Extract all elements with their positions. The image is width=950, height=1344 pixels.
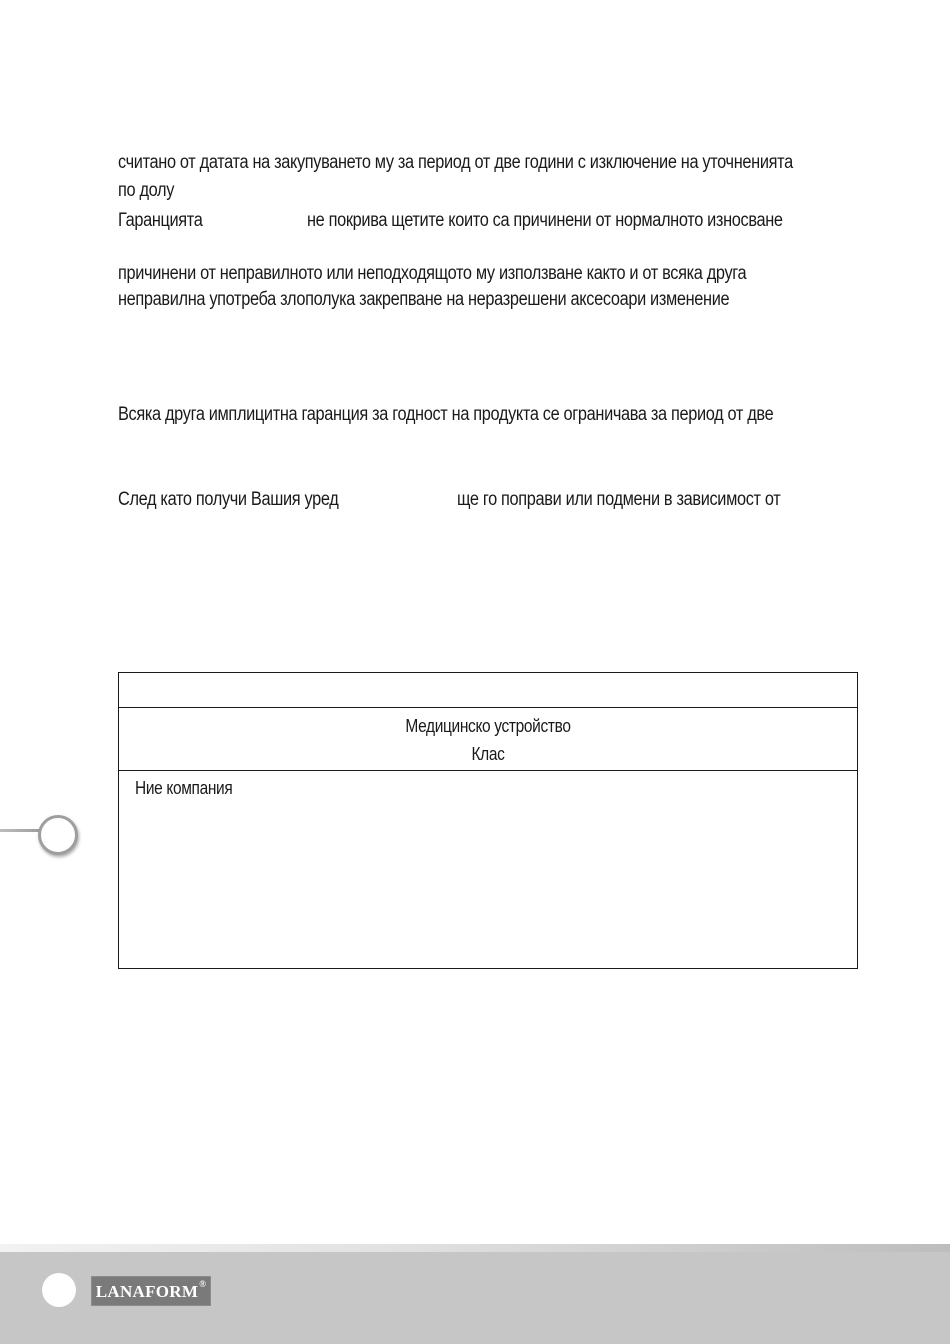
company-statement: Ние компания	[135, 778, 233, 798]
medical-device-label: Медицинско устройство	[405, 716, 571, 736]
warranty-period-text-continued: по долу	[118, 180, 175, 201]
footer-gradient-band	[0, 1244, 950, 1252]
warranty-label: Гаранцията	[118, 210, 203, 231]
page-number-circle	[42, 1273, 76, 1307]
declaration-header-row	[119, 673, 857, 708]
device-class-label: Клас	[471, 744, 505, 764]
declaration-box	[118, 672, 858, 969]
implied-warranty-text: Всяка друга имплицитна гаранция за годност на продукта се ограничава за период от две	[118, 404, 774, 425]
side-tab-marker	[38, 815, 78, 855]
registered-mark: ®	[199, 1279, 207, 1289]
misuse-text-continued: неправилна употреба злополука закрепване на неразрешени аксесоари изменение	[118, 289, 730, 310]
logo-text: LANAFORM	[95, 1282, 199, 1301]
warranty-exclusion-text: не покрива щетите които са причинени от нормалното износване	[307, 210, 783, 231]
misuse-text: причинени от неправилното или неподходящото му използване както и от всяка друга	[118, 263, 747, 284]
repair-replace-text: ще го поправи или подмени в зависимост от	[457, 489, 781, 510]
device-received-text: След като получи Вашия уред	[118, 489, 339, 510]
declaration-device-row	[119, 708, 857, 771]
warranty-period-text: считано от датата на закупуването му за период от две години с изключение на уточненията	[118, 152, 793, 173]
lanaform-logo	[91, 1276, 211, 1306]
